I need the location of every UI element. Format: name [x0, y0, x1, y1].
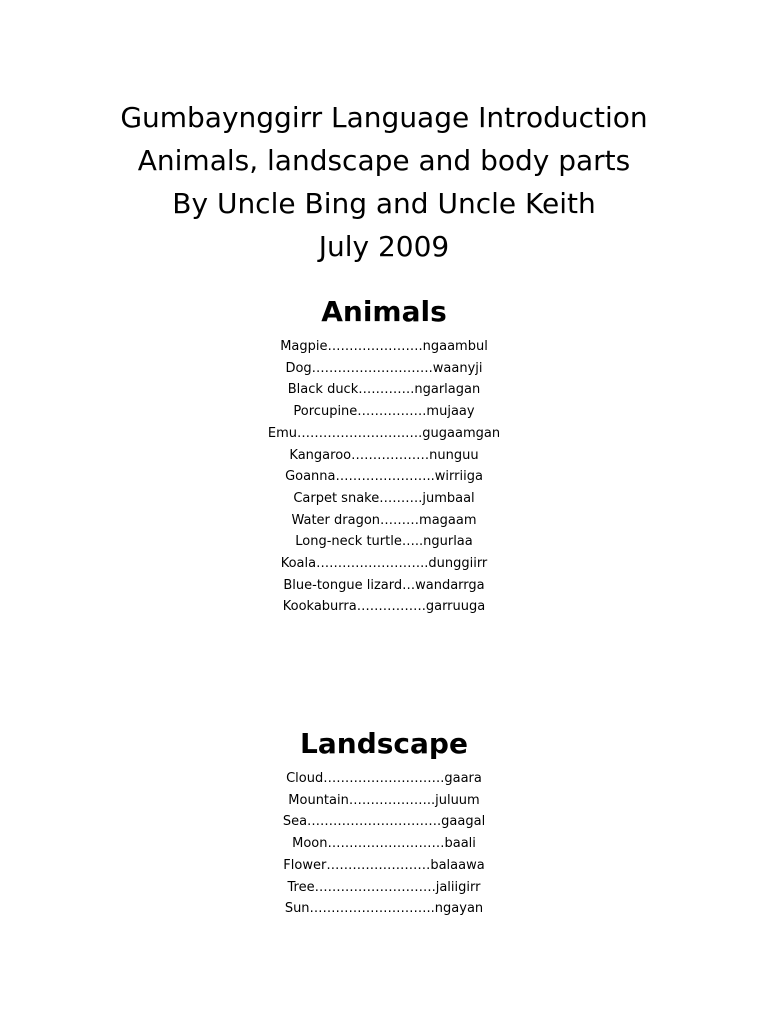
animal-entry: Emu…………………….….gugaamgan: [267, 425, 501, 441]
animal-entry: Dog……………………….waanyji: [285, 360, 483, 376]
animal-entry: Magpie………………….ngaambul: [280, 339, 488, 354]
document-title: [0, 96, 768, 268]
animal-entry: Porcupine…………….mujaay: [293, 404, 475, 420]
landscape-entry: Sun………………………..ngayan: [284, 901, 484, 917]
landscape-entry: Cloud……………………….gaara: [286, 771, 482, 786]
animal-entry: Goanna…………………..wirriiga: [285, 469, 483, 485]
animals-heading: Animals: [321, 295, 447, 328]
landscape-entry: Tree……………………….jaliigirr: [287, 879, 481, 895]
landscape-section: [0, 726, 768, 920]
landscape-entry: Moon………………………baali: [292, 836, 476, 852]
title-line-date: July 2009: [318, 230, 450, 263]
animal-entry: Water dragon………magaam: [291, 512, 477, 528]
title-line-authors: By Uncle Bing and Uncle Keith: [172, 187, 596, 220]
animal-entry: Koala……………………..dunggiirr: [280, 556, 488, 572]
landscape-entry: Mountain………………..juluum: [288, 792, 480, 808]
animal-entry: Carpet snake……….jumbaal: [293, 490, 475, 506]
animal-entry: Kookaburra…………….garruuga: [282, 599, 486, 615]
title-line-language: Gumbaynggirr Language Introduction: [120, 101, 648, 134]
animals-section: [0, 294, 768, 618]
animal-entry: Long-neck turtle…..ngurlaa: [295, 534, 473, 550]
animal-entry: Black duck………….ngarlagan: [287, 382, 481, 398]
landscape-heading: Landscape: [300, 727, 468, 760]
animal-entry: Blue-tongue lizard…wandarrga: [283, 577, 485, 593]
title-line-topics: Animals, landscape and body parts: [137, 144, 631, 177]
landscape-entry: Flower……………………balaawa: [283, 857, 485, 873]
animal-entry: Kangaroo………………nunguu: [289, 447, 479, 463]
landscape-entry: Sea………………………….gaagal: [282, 814, 486, 830]
